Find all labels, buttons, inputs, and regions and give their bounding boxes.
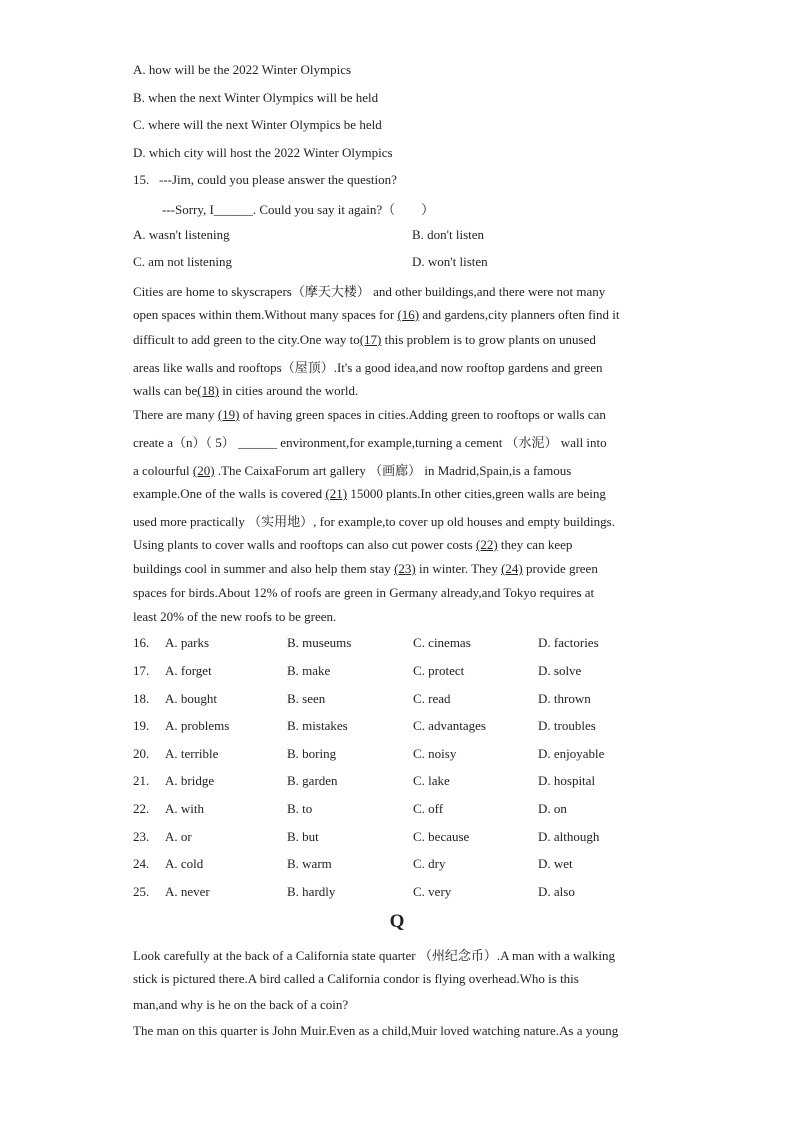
question-text: ---Sorry, I: [162, 202, 214, 217]
cloze-option-a: A. bridge: [165, 773, 215, 788]
cloze-option-d: D. thrown: [538, 691, 591, 706]
passage-line: [133, 486, 606, 502]
passage-text: they can keep: [497, 537, 573, 552]
option-text: how will be the 2022 Winter Olympics: [148, 62, 352, 77]
passage-line: [133, 281, 605, 300]
cloze-option-b: B. mistakes: [287, 718, 348, 733]
option-letter: D.: [412, 254, 425, 269]
cloze-option-a: A. bought: [165, 691, 217, 706]
option-letter: D.: [133, 145, 146, 160]
cloze-option-d: D. troubles: [538, 718, 596, 733]
cloze-option-c: C. very: [413, 884, 452, 899]
passage-text: Look carefully at the back of a California state quarter （州纪念币）.A man with a walking: [133, 948, 615, 963]
passage-text: man,and why is he on the back of a coin?: [133, 997, 349, 1012]
passage-text: buildings cool in summer and also help them stay: [133, 561, 395, 576]
q15-option-b: [412, 227, 484, 243]
cloze-option-c: C. off: [413, 801, 444, 816]
passage-text: create a（n）（ 5）: [133, 435, 239, 450]
answer-blank: ______: [238, 435, 278, 450]
cloze-option-a: A. never: [165, 884, 210, 899]
blank-22: (22): [475, 537, 498, 552]
cloze-option-a: A. terrible: [165, 746, 219, 761]
cloze-option-c: C. protect: [413, 663, 465, 678]
passage-text: this problem is to grow plants on unused: [381, 332, 596, 347]
q15-line1: [133, 172, 397, 188]
option-text: am not listening: [148, 254, 232, 269]
cloze-option-a: A. or: [165, 829, 192, 844]
cloze-option-a: A. parks: [165, 635, 210, 650]
passage-line: [133, 432, 607, 451]
cloze-option-b: B. hardly: [287, 884, 336, 899]
passage-text: and gardens,city planners often find it: [419, 307, 620, 322]
cloze-option-c: C. advantages: [413, 718, 486, 733]
blank-16: (16): [397, 307, 420, 322]
cloze-option-b: B. garden: [287, 773, 338, 788]
question-text: ---Jim, could you please answer the question?: [159, 172, 397, 187]
passage-line: [133, 307, 620, 323]
question-number: 18.: [133, 691, 150, 706]
passage-text: least 20% of the new roofs to be green.: [133, 609, 337, 624]
passage-line: [133, 585, 594, 601]
passage-text: There are many: [133, 407, 218, 422]
option-text: which city will host the 2022 Winter Olympics: [148, 145, 393, 160]
cloze-option-b: B. boring: [287, 746, 337, 761]
passage-line: [133, 537, 572, 553]
question-number: 24.: [133, 856, 150, 871]
question-number: 22.: [133, 801, 150, 816]
q14-option-a: [133, 62, 351, 78]
option-letter: C.: [133, 117, 145, 132]
passage-line: [133, 332, 596, 348]
cloze-option-b: B. warm: [287, 856, 332, 871]
question-text: . Could you say it again?（ ）: [252, 202, 435, 217]
cloze-option-c: C. because: [413, 829, 470, 844]
passage-text: example.One of the walls is covered: [133, 486, 326, 501]
cloze-option-d: D. enjoyable: [538, 746, 605, 761]
blank-24: (24): [501, 561, 523, 576]
option-letter: B.: [133, 90, 145, 105]
passage-text: environment,for example,turning a cement （水泥） wall into: [277, 435, 607, 450]
cloze-option-b: B. but: [287, 829, 319, 844]
option-text: when the next Winter Olympics will be held: [148, 90, 379, 105]
cloze-option-a: A. problems: [165, 718, 230, 733]
cloze-option-d: D. solve: [538, 663, 582, 678]
cloze-option-d: D. also: [538, 884, 575, 899]
q14-option-c: [133, 117, 382, 133]
cloze-option-b: B. to: [287, 801, 313, 816]
passage-text: spaces for birds.About 12% of roofs are green in Germany already,and Tokyo requires at: [133, 585, 595, 600]
cloze-option-a: A. cold: [165, 856, 204, 871]
option-text: where will the next Winter Olympics be held: [148, 117, 382, 132]
passage-text: The man on this quarter is John Muir.Even as a child,Muir loved watching nature.As a young: [133, 1023, 619, 1038]
passage-line: [133, 407, 606, 423]
passage-line: [133, 383, 358, 399]
passage2-line: [133, 945, 615, 964]
option-text: won't listen: [427, 254, 488, 269]
option-text: wasn't listening: [148, 227, 230, 242]
passage-text: .The CaixaForum art gallery （画廊） in Madrid,Spain,is a famous: [214, 463, 572, 478]
question-number: 19.: [133, 718, 150, 733]
cloze-option-c: C. noisy: [413, 746, 457, 761]
question-number: 23.: [133, 829, 150, 844]
question-number: 25.: [133, 884, 150, 899]
blank-17: (17): [359, 332, 382, 347]
question-number: 21.: [133, 773, 150, 788]
passage-text: difficult to add green to the city.One way to: [133, 332, 360, 347]
option-text: don't listen: [427, 227, 485, 242]
passage2-line: [133, 997, 348, 1013]
passage-line: [133, 460, 571, 479]
passage-text: stick is pictured there.A bird called a California condor is flying overhead.Who is this: [133, 971, 579, 986]
q15-line2: [162, 199, 434, 218]
q14-option-d: [133, 145, 393, 161]
passage-text: Cities are home to skyscrapers（摩天大楼） and other buildings,and there were not many: [133, 284, 606, 299]
cloze-option-d: D. wet: [538, 856, 573, 871]
cloze-option-c: C. lake: [413, 773, 450, 788]
passage-text: areas like walls and rooftops（屋顶）.It's a good idea,and now rooftop gardens and green: [133, 360, 603, 375]
cloze-option-d: D. on: [538, 801, 567, 816]
cloze-option-a: A. with: [165, 801, 204, 816]
cloze-option-c: C. read: [413, 691, 451, 706]
passage-text: in winter. They: [415, 561, 502, 576]
answer-blank: ______: [213, 202, 253, 217]
passage-line: [133, 561, 598, 577]
passage-text: provide green: [522, 561, 598, 576]
q15-option-c: [133, 254, 232, 270]
section-heading: Q: [389, 911, 405, 932]
passage-text: 15000 plants.In other cities,green walls are being: [347, 486, 606, 501]
question-number: 17.: [133, 663, 150, 678]
passage-line: [133, 609, 336, 625]
option-letter: A.: [133, 227, 146, 242]
q14-option-b: [133, 90, 378, 106]
passage-text: used more practically （实用地）, for example,to cover up old houses and empty buildings.: [133, 514, 615, 529]
passage2-line: [133, 1023, 618, 1039]
blank-19: (19): [217, 407, 240, 422]
blank-21: (21): [325, 486, 348, 501]
passage-line: [133, 511, 615, 530]
blank-20: (20): [192, 463, 215, 478]
passage-text: a colourful: [133, 463, 193, 478]
passage-text: of having green spaces in cities.Adding green to rooftops or walls can: [239, 407, 606, 422]
question-number: 20.: [133, 746, 150, 761]
option-letter: A.: [133, 62, 146, 77]
cloze-option-b: B. museums: [287, 635, 352, 650]
cloze-option-b: B. make: [287, 663, 331, 678]
cloze-option-b: B. seen: [287, 691, 326, 706]
passage-text: in cities around the world.: [218, 383, 359, 398]
cloze-option-d: D. although: [538, 829, 600, 844]
cloze-option-a: A. forget: [165, 663, 212, 678]
cloze-option-c: C. cinemas: [413, 635, 471, 650]
question-number: 15.: [133, 172, 150, 187]
blank-23: (23): [394, 561, 416, 576]
cloze-option-d: D. hospital: [538, 773, 596, 788]
option-letter: B.: [412, 227, 424, 242]
question-number: 16.: [133, 635, 150, 650]
passage-text: Using plants to cover walls and rooftops can also cut power costs: [133, 537, 476, 552]
blank-18: (18): [197, 383, 219, 398]
cloze-option-d: D. factories: [538, 635, 599, 650]
passage2-line: [133, 971, 579, 987]
passage-text: walls can be: [133, 383, 198, 398]
cloze-option-c: C. dry: [413, 856, 446, 871]
q15-option-a: [133, 227, 230, 243]
passage-line: [133, 357, 603, 376]
q15-option-d: [412, 254, 488, 270]
passage-text: open spaces within them.Without many spaces for: [133, 307, 398, 322]
option-letter: C.: [133, 254, 145, 269]
